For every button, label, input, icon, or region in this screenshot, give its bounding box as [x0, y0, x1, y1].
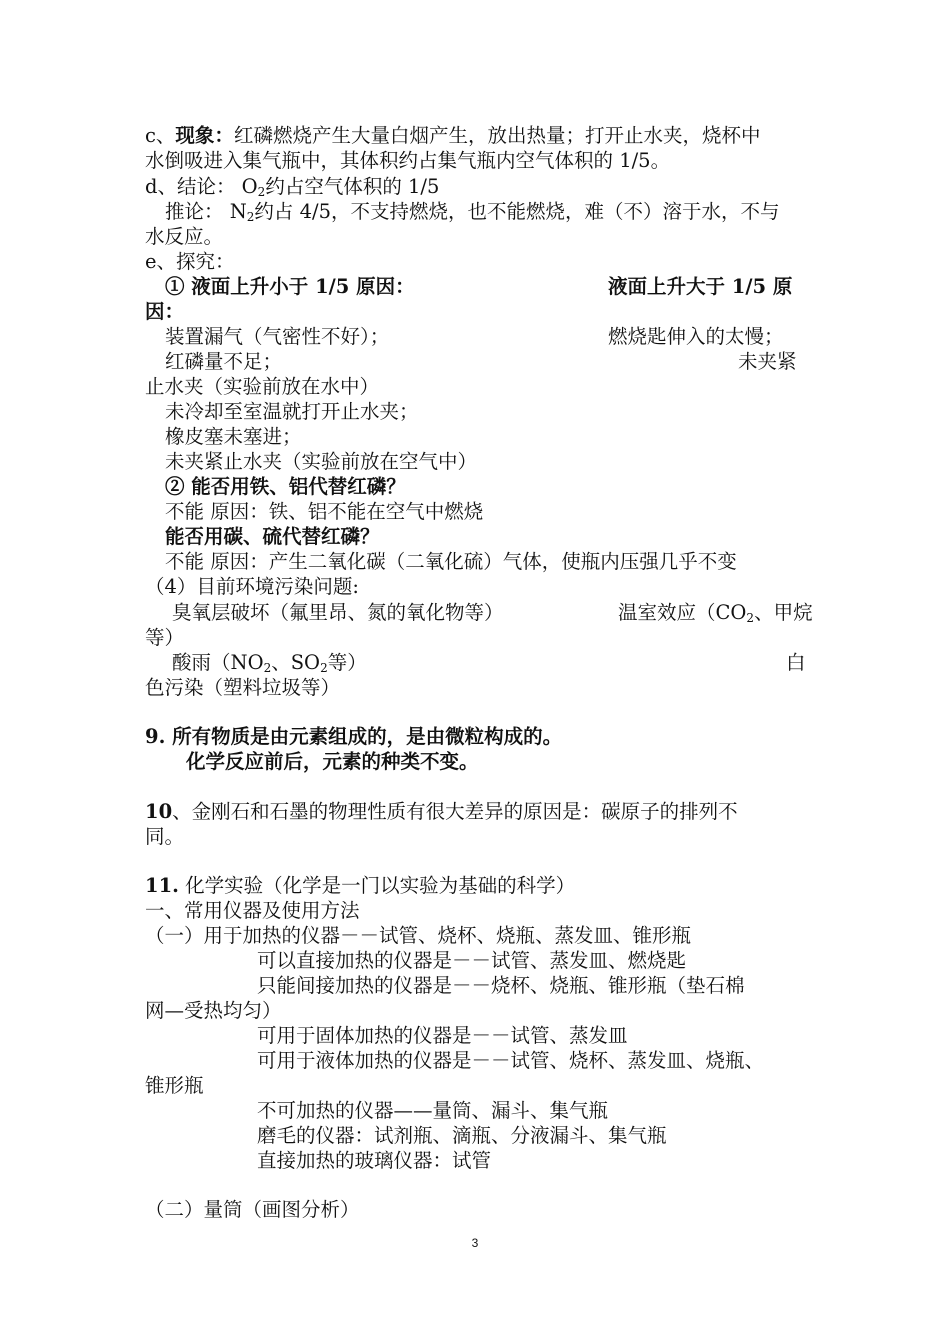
explore-heading: e、探究： [145, 250, 235, 273]
direct-heating: 可以直接加热的仪器是－－试管、蒸发皿、燃烧匙 [257, 949, 687, 972]
non-heatable: 不可加热的仪器——量筒、漏斗、集气瓶 [257, 1099, 609, 1122]
common-instruments-heading: 一、常用仪器及使用方法 [145, 899, 360, 922]
section-9-line-1: 9. 所有物质是由元素组成的，是由微粒构成的。 [145, 725, 563, 748]
reason-not-cooled: 未冷却至室温就打开止水夹； [165, 400, 419, 423]
ground-glass: 磨毛的仪器：试剂瓶、滴瓶、分液漏斗、集气瓶 [257, 1124, 667, 1147]
reason-clamp-air: 未夹紧止水夹（实验前放在空气中） [165, 450, 478, 473]
white-pollution-start: 白 [786, 651, 806, 674]
heating-instruments-heading: （一）用于加热的仪器－－试管、烧杯、烧瓶、蒸发皿、锥形瓶 [145, 924, 692, 947]
reason-slow-spoon: 燃烧匙伸入的太慢； [608, 325, 784, 348]
greenhouse-effect [618, 601, 813, 625]
acid-rain [172, 651, 367, 675]
subscript: 2 [257, 185, 266, 199]
indirect-heating: 只能间接加热的仪器是－－烧杯、烧瓶、锥形瓶（垫石棉 [257, 974, 745, 997]
greenhouse-text-b: 、甲烷 [754, 601, 813, 624]
environment-heading: （4）目前环境污染问题: [145, 575, 359, 598]
page-number: 3 [471, 1236, 479, 1250]
white-pollution: 色污染（塑料垃圾等） [145, 676, 341, 699]
conclusion-text-b: 约占空气体积的 1/5 [265, 175, 440, 198]
acid-rain-text-b: 、SO [271, 651, 321, 674]
inference-line [165, 200, 780, 224]
section-9-line-2: 化学反应前后，元素的种类不变。 [186, 750, 479, 773]
reason-insufficient-phosphorus: 红磷量不足； [165, 350, 283, 373]
phenomenon-line [145, 124, 760, 148]
conclusion-text-a: d、结论： O [145, 175, 258, 198]
section-10-number: 10 [145, 800, 173, 823]
question-3-answer: 不能 原因：产生二氧化碳（二氧化硫）气体，使瓶内压强几乎不变 [165, 550, 737, 573]
section-10-continuation: 同。 [145, 825, 185, 848]
direct-glass: 直接加热的玻璃仪器：试管 [257, 1149, 492, 1172]
question-1-left: ① 液面上升小于 1/5 原因： [165, 275, 415, 298]
question-2-answer: 不能 原因：铁、铝不能在空气中燃烧 [165, 500, 484, 523]
inference-text-b: 约占 4/5，不支持燃烧，也不能燃烧，难（不）溶于水，不与 [254, 200, 780, 223]
inference-text-a: 推论： N [165, 200, 247, 223]
subscript: 2 [246, 210, 255, 224]
question-3: 能否用碳、硫代替红磷？ [165, 525, 380, 548]
inference-line-2: 水反应。 [145, 225, 224, 248]
question-2: ② 能否用铁、铝代替红磷？ [165, 475, 406, 498]
liquid-heating-continuation: 锥形瓶 [145, 1074, 204, 1097]
section-11-heading [145, 874, 575, 898]
phenomenon-line-2: 水倒吸进入集气瓶中，其体积约占集气瓶内空气体积的 1/5。 [145, 149, 671, 172]
section-10-text: 、金刚石和石墨的物理性质有很大差异的原因是：碳原子的排列不 [172, 800, 738, 823]
subscript: 2 [263, 661, 272, 675]
question-1-continuation: 因： [145, 300, 185, 323]
reason-unclamped-continuation: 止水夹（实验前放在水中） [145, 375, 380, 398]
phenomenon-text: 红磷燃烧产生大量白烟产生，放出热量；打开止水夹，烧杯中 [233, 124, 761, 147]
section-11-number: 11. [145, 874, 179, 897]
subscript: 2 [320, 661, 328, 675]
question-1-right: 液面上升大于 1/5 原 [608, 275, 793, 298]
reason-unclamped: 未夹紧 [738, 350, 797, 373]
item-label: c、 [145, 124, 176, 147]
graduated-cylinder-heading: （二）量筒（画图分析） [145, 1198, 360, 1221]
greenhouse-continuation: 等） [145, 626, 185, 649]
subscript: 2 [746, 611, 755, 625]
section-11-text: 化学实验（化学是一门以实验为基础的科学） [178, 874, 576, 897]
conclusion-line [145, 175, 439, 199]
reason-stopper: 橡皮塞未塞进； [165, 425, 302, 448]
indirect-heating-continuation: 网—受热均匀） [145, 999, 282, 1022]
reason-leak: 装置漏气（气密性不好）； [165, 325, 390, 348]
ozone-depletion: 臭氧层破坏（氟里昂、氮的氧化物等） [172, 601, 504, 624]
solid-heating: 可用于固体加热的仪器是－－试管、蒸发皿 [257, 1024, 628, 1047]
section-10-line [145, 800, 738, 824]
acid-rain-text-a: 酸雨（NO [172, 651, 264, 674]
phenomenon-label: 现象： [175, 124, 234, 147]
acid-rain-text-c: 等） [327, 651, 367, 674]
liquid-heating: 可用于液体加热的仪器是－－试管、烧杯、蒸发皿、烧瓶、 [257, 1049, 765, 1072]
greenhouse-text-a: 温室效应（CO [618, 601, 747, 624]
